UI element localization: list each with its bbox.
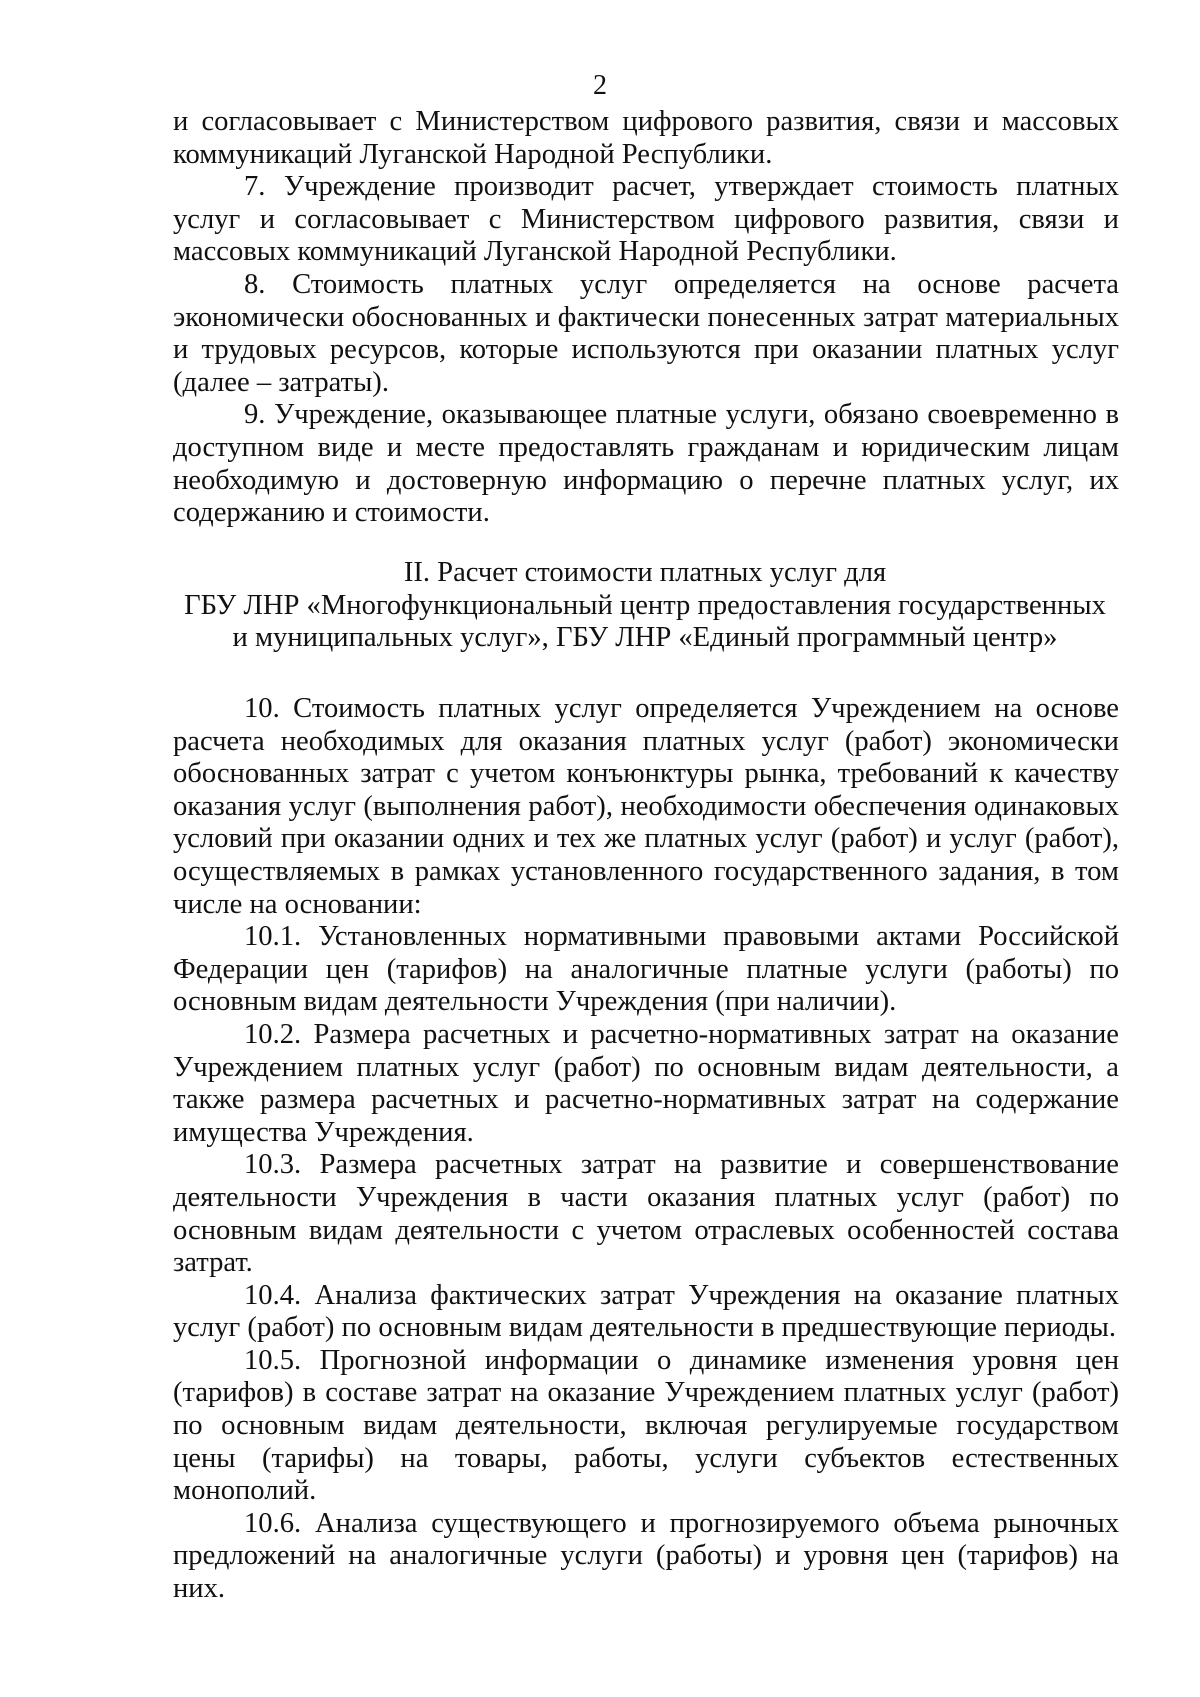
paragraph-continuation: и согласовывает с Министерством цифрового развития, связи и массовых коммуникаций Луганской Народной Республики. <box>173 106 1119 170</box>
paragraph-10-5: 10.5. Прогнозной информации о динамике изменения уровня цен (тарифов) в составе затрат на оказание Учреждением платных услуг (работ) по основным видам деятельности, включая регулируемые государством цены (тарифы) на товары, работы, услуги субъектов естественных монополий. <box>173 1344 1119 1507</box>
section-heading <box>140 557 1150 655</box>
paragraph-10-4: 10.4. Анализа фактических затрат Учреждения на оказание платных услуг (работ) по основным видам деятельности в предшествующие периоды. <box>173 1279 1119 1344</box>
paragraph-9: 9. Учреждение, оказывающее платные услуги, обязано своевременно в доступном виде и месте предоставлять гражданам и юридическим лицам необходимую и достоверную информацию о перечне платных услуг, их содержанию и стоимости. <box>173 399 1119 529</box>
paragraph-10: 10. Стоимость платных услуг определяется Учреждением на основе расчета необходимых для оказания платных услуг (работ) экономически обоснованных затрат с учетом конъюнктуры рынка, требований к качеству оказания услуг (выполнения работ), необходимости обеспечения одинаковых условий при оказании одних и тех же платных услуг (работ) и услуг (работ), осуществляемых в рамках установленного государственного задания, в том числе на основании: <box>173 693 1119 920</box>
paragraph-10-2: 10.2. Размера расчетных и расчетно-нормативных затрат на оказание Учреждением платных услуг (работ) по основным видам деятельности, а также размера расчетных и расчетно-нормативных затрат на содержание имущества Учреждения. <box>173 1018 1119 1148</box>
section-heading-line-2: ГБУ ЛНР «Многофункциональный центр предоставления государственных <box>184 589 1106 621</box>
page-number: 2 <box>593 70 607 101</box>
paragraph-8: 8. Стоимость платных услуг определяется на основе расчета экономически обоснованных и фактически понесенных затрат материальных и трудовых ресурсов, которые используются при оказании платных услуг (далее – затраты). <box>173 268 1119 398</box>
paragraph-7: 7. Учреждение производит расчет, утверждает стоимость платных услуг и согласовывает с Министерством цифрового развития, связи и массовых коммуникаций Луганской Народной Республики. <box>173 171 1119 268</box>
bottom-text-block <box>173 693 1119 1606</box>
paragraph-10-6: 10.6. Анализа существующего и прогнозируемого объема рыночных предложений на аналогичные услуги (работы) и уровня цен (тарифов) на них. <box>173 1507 1119 1605</box>
section-heading-line-3: и муниципальных услуг», ГБУ ЛНР «Единый программный центр» <box>232 622 1058 654</box>
top-text-block <box>173 106 1119 530</box>
section-heading-line-1: II. Расчет стоимости платных услуг для <box>403 557 887 588</box>
paragraph-10-1: 10.1. Установленных нормативными правовыми актами Российской Федерации цен (тарифов) на аналогичные платные услуги (работы) по основным видам деятельности Учреждения (при наличии). <box>173 921 1119 1018</box>
paragraph-10-3: 10.3. Размера расчетных затрат на развитие и совершенствование деятельности Учреждения в части оказания платных услуг (работ) по основным видам деятельности с учетом отраслевых особенностей состава затрат. <box>173 1149 1119 1279</box>
